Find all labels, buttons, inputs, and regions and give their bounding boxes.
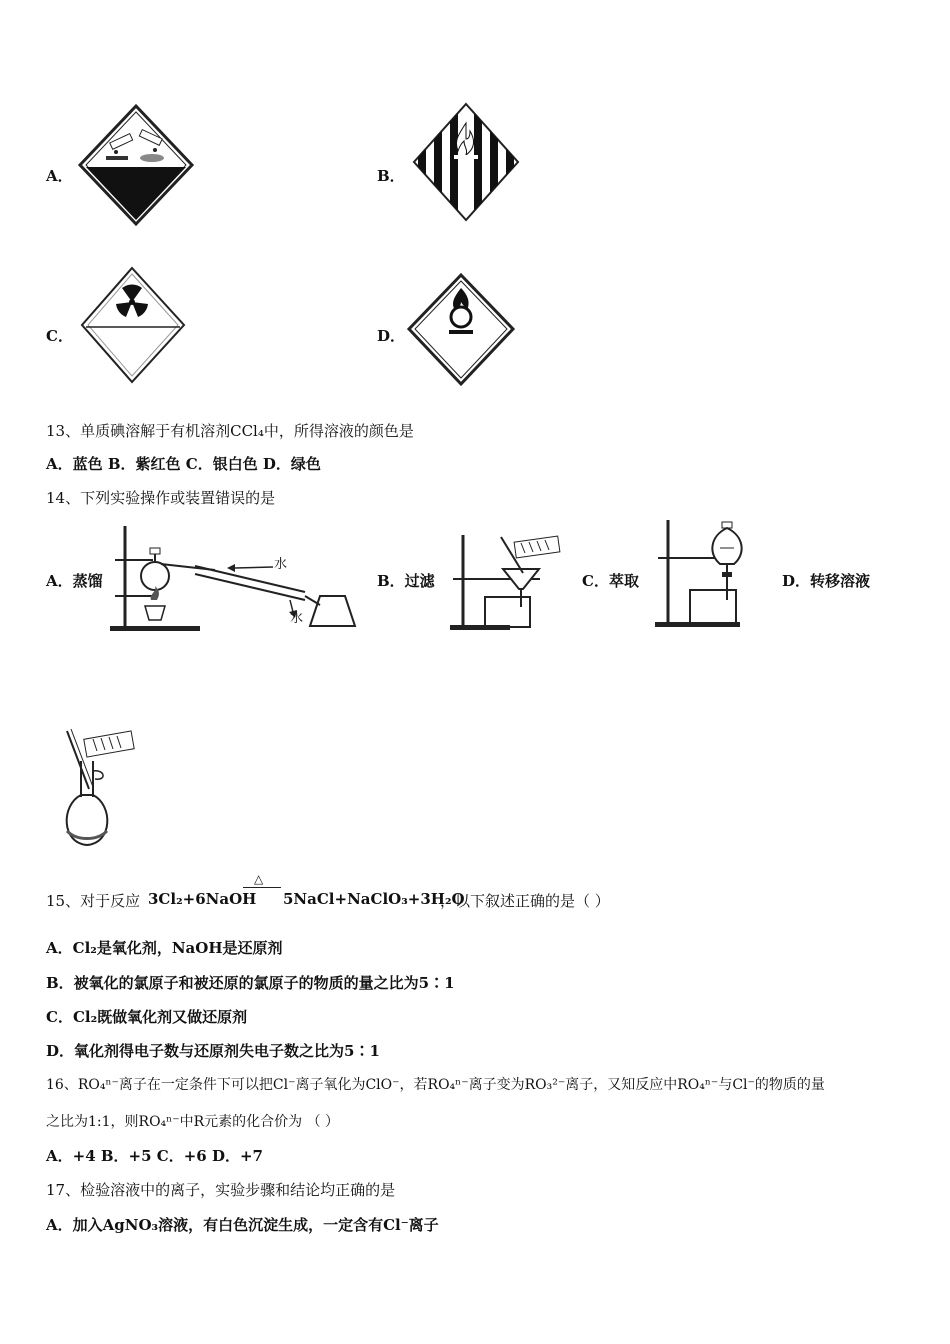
distillation-apparatus-icon	[105, 520, 360, 635]
option-c-label: C．	[46, 327, 73, 345]
q15-option-b: B．被氧化的氯原子和被还原的氯原子的物质的量之比为5∶1	[46, 974, 455, 992]
q13-stem: 13、单质碘溶解于有机溶剂CCl₄中，所得溶液的颜色是	[46, 422, 414, 440]
q14-stem: 14、下列实验操作或装置错误的是	[46, 489, 276, 507]
q16-stem-line2: 之比为1:1，则RO₄ⁿ⁻中R元素的化合价为 （ ）	[46, 1114, 340, 1130]
q14-option-d: D．转移溶液	[782, 572, 871, 590]
q16-options: A．+4 B．+5 C．+6 D．+7	[46, 1147, 263, 1165]
q14-option-a: A．蒸馏	[46, 572, 103, 590]
reaction-arrow-line	[243, 887, 281, 888]
q15-products: 5NaCl+NaClO₃+3H₂O	[283, 890, 465, 908]
filtration-apparatus-icon	[445, 533, 567, 633]
option-b-label: B．	[377, 167, 405, 185]
q17-stem: 17、检验溶液中的离子，实验步骤和结论均正确的是	[46, 1181, 396, 1199]
q15-option-a: A．Cl₂是氧化剂，NaOH是还原剂	[46, 939, 283, 957]
flammable-solid-hazard-icon	[410, 101, 522, 223]
q17-option-a: A．加入AgNO₃溶液，有白色沉淀生成，一定含有Cl⁻离子	[46, 1216, 439, 1234]
option-d-label: D．	[377, 327, 406, 345]
q13-options: A．蓝色 B．紫红色 C．银白色 D．绿色	[46, 455, 321, 473]
q14-option-c: C．萃取	[582, 572, 639, 590]
q16-stem-line1: 16、RO₄ⁿ⁻离子在一定条件下可以把Cl⁻离子氧化为ClO⁻，若RO₄ⁿ⁻离子变为RO₃²⁻离子，又知反应中RO₄ⁿ⁻与Cl⁻的物质的量	[46, 1077, 825, 1093]
q14-option-b: B．过滤	[377, 572, 435, 590]
q15-reactants: 3Cl₂+6NaOH	[148, 890, 257, 908]
option-a-label: A．	[46, 167, 73, 185]
water-outlet-label: 水	[290, 611, 304, 626]
q15-prefix: 15、对于反应	[46, 892, 141, 910]
heat-condition-symbol: △	[254, 872, 264, 886]
q15-option-d: D．氧化剂得电子数与还原剂失电子数之比为5∶1	[46, 1042, 380, 1060]
extraction-apparatus-icon	[650, 518, 750, 630]
q15-suffix: ，以下叙述正确的是（ ）	[440, 892, 610, 910]
corrosive-hazard-icon	[78, 104, 196, 226]
volumetric-flask-transfer-icon	[55, 725, 145, 850]
water-inlet-label: 水	[274, 557, 288, 572]
oxidizer-hazard-icon	[405, 272, 517, 388]
q15-option-c: C．Cl₂既做氧化剂又做还原剂	[46, 1008, 248, 1026]
radioactive-hazard-icon	[80, 266, 188, 384]
